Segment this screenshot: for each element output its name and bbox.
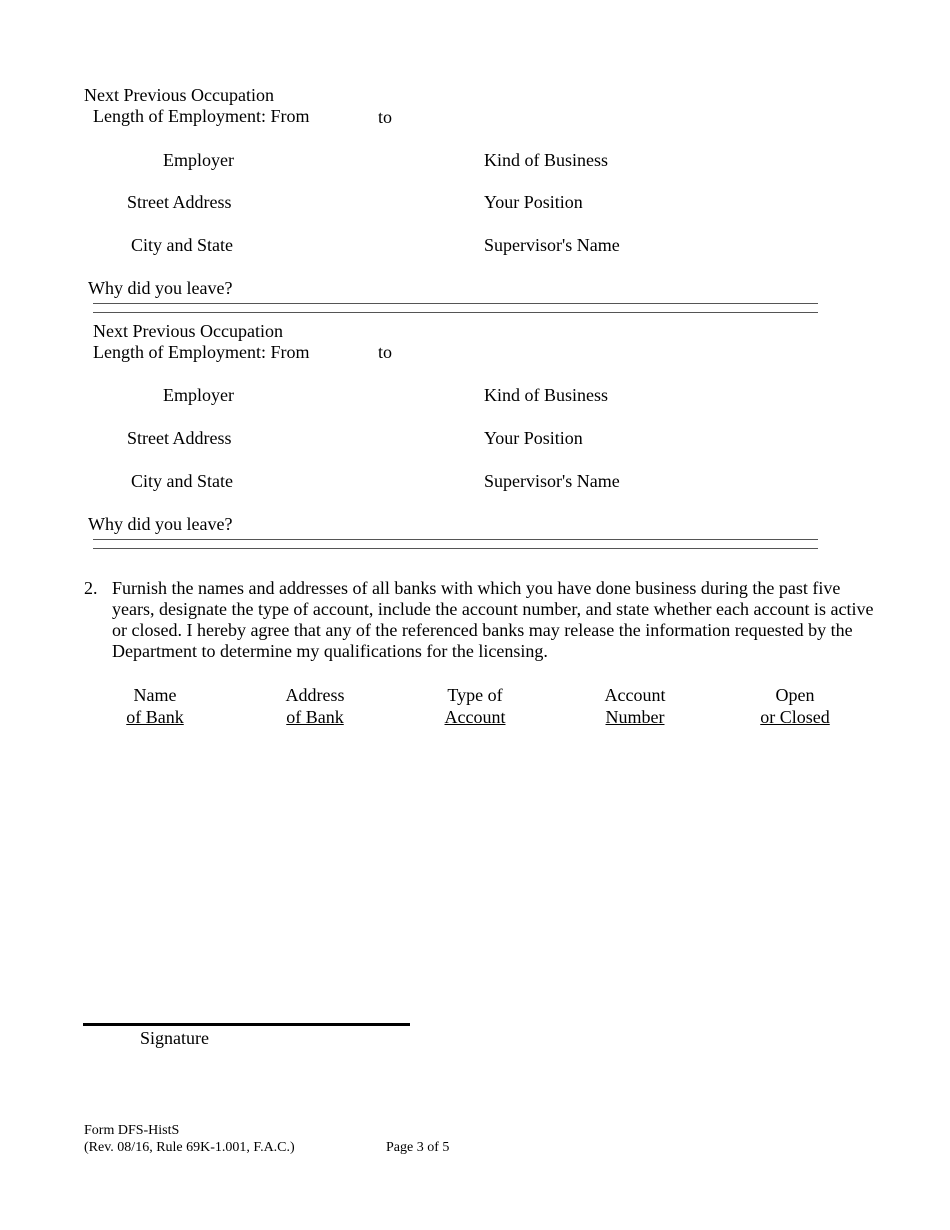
bank-col-number-line1: Account	[604, 685, 666, 705]
bank-col-number	[565, 684, 705, 728]
bank-col-status-line2: or Closed	[760, 707, 830, 727]
occupation-1-length-label: Length of Employment: From	[93, 106, 310, 126]
occupation-1-heading: Next Previous Occupation	[84, 85, 274, 105]
occupation-2-length-label: Length of Employment: From	[93, 342, 310, 362]
occupation-2-supervisor-label: Supervisor's Name	[484, 471, 620, 491]
bank-col-type-line2: Account	[444, 707, 506, 727]
section-divider	[93, 539, 818, 549]
bank-col-type	[405, 684, 545, 728]
occupation-2-heading: Next Previous Occupation	[93, 321, 283, 341]
occupation-2-street-address-label: Street Address	[127, 428, 232, 448]
occupation-1-supervisor-label: Supervisor's Name	[484, 235, 620, 255]
section-divider	[93, 303, 818, 313]
footer-form-id: Form DFS-HistS	[84, 1123, 180, 1138]
footer-page-number: Page 3 of 5	[386, 1140, 450, 1155]
occupation-1-your-position-label: Your Position	[484, 192, 583, 212]
bank-col-address-line2: of Bank	[286, 707, 344, 727]
bank-col-name	[85, 684, 225, 728]
bank-col-name-line2: of Bank	[126, 707, 184, 727]
footer-revision: (Rev. 08/16, Rule 69K-1.001, F.A.C.)	[84, 1140, 295, 1155]
occupation-2-employer-label: Employer	[163, 385, 234, 405]
question-2-number: 2.	[84, 578, 98, 598]
occupation-1-why-leave-label: Why did you leave?	[88, 278, 233, 298]
occupation-1-employer-label: Employer	[163, 150, 234, 170]
bank-col-status-line1: Open	[775, 685, 815, 705]
question-2-text: Furnish the names and addresses of all banks with which you have done business during the past five years, designate the type of account, include the account number, and state whether each account is active or closed. I hereby agree that any of the referenced banks may release the information requested by the Department to determine my qualifications for the licensing.	[112, 578, 874, 661]
bank-col-type-line1: Type of	[447, 685, 503, 705]
occupation-1-street-address-label: Street Address	[127, 192, 232, 212]
occupation-2-to-label: to	[378, 342, 393, 362]
occupation-1-city-state-label: City and State	[131, 235, 233, 255]
signature-line[interactable]	[83, 1023, 410, 1026]
occupation-2-city-state-label: City and State	[131, 471, 233, 491]
bank-col-address-line1: Address	[285, 685, 345, 705]
bank-col-address	[245, 684, 385, 728]
bank-col-status	[725, 684, 865, 728]
occupation-2-your-position-label: Your Position	[484, 428, 583, 448]
occupation-1-to-label: to	[378, 107, 393, 127]
occupation-1-kind-of-business-label: Kind of Business	[484, 150, 609, 170]
bank-col-name-line1: Name	[133, 685, 177, 705]
signature-label: Signature	[140, 1028, 209, 1048]
bank-col-number-line2: Number	[605, 707, 665, 727]
occupation-2-kind-of-business-label: Kind of Business	[484, 385, 609, 405]
occupation-2-why-leave-label: Why did you leave?	[88, 514, 233, 534]
